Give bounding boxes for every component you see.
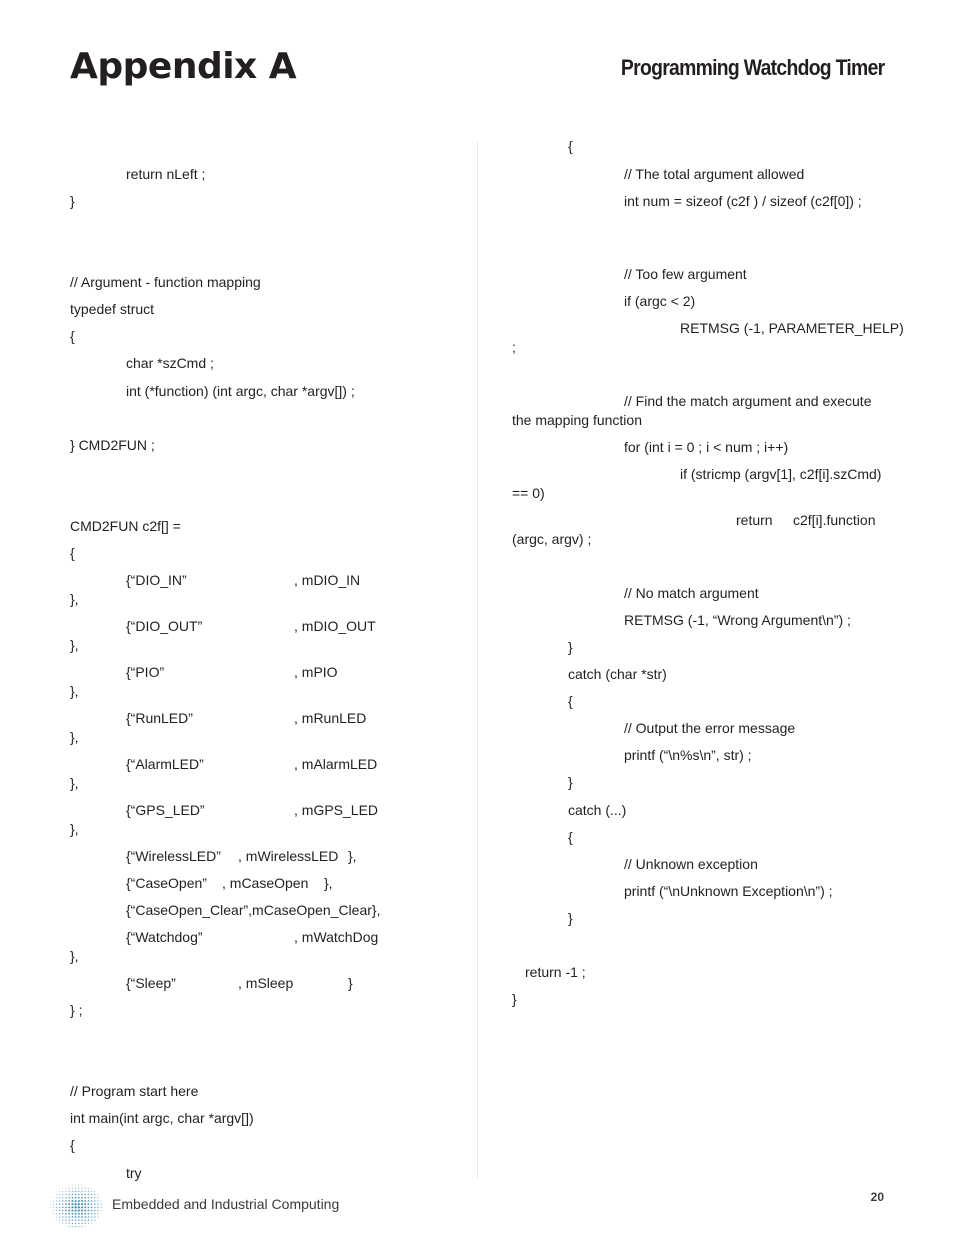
code-line: , mSleep	[238, 975, 294, 991]
code-line: return nLeft ;	[126, 166, 206, 182]
code-line: (argc, argv) ;	[512, 531, 592, 547]
code-line: {“Watchdog”	[126, 929, 203, 945]
code-line: try	[126, 1165, 142, 1181]
section-title: Programming Watchdog Timer	[620, 55, 884, 80]
code-line: },	[348, 848, 357, 864]
globe-dots-logo-icon	[48, 1183, 104, 1229]
code-line: int main(int argc, char *argv[])	[70, 1110, 254, 1126]
code-line: // Too few argument	[624, 266, 747, 282]
code-line: {	[568, 829, 573, 845]
code-line: {	[70, 545, 75, 561]
code-line: catch (...)	[568, 802, 627, 818]
code-line: return	[736, 512, 773, 528]
code-line: {	[70, 1137, 75, 1153]
code-line: , mDIO_OUT	[294, 618, 376, 634]
code-line: },	[70, 729, 79, 745]
code-line: }	[512, 991, 517, 1007]
code-line: {“GPS_LED”	[126, 802, 205, 818]
column-divider	[477, 142, 478, 1178]
code-line: }	[348, 975, 353, 991]
code-line: if (stricmp (argv[1], c2f[i].szCmd)	[680, 466, 882, 482]
code-line: }	[568, 639, 573, 655]
code-line: RETMSG (-1, “Wrong Argument\n”) ;	[624, 612, 851, 628]
code-line: , mGPS_LED	[294, 802, 379, 818]
code-line: }	[568, 910, 573, 926]
code-line: , mAlarmLED	[294, 756, 378, 772]
code-line: {“AlarmLED”	[126, 756, 204, 772]
code-line: , mWatchDog	[294, 929, 379, 945]
code-line: == 0)	[512, 485, 545, 501]
code-line: // The total argument allowed	[624, 166, 805, 182]
code-line: c2f[i].function	[793, 512, 876, 528]
code-line: int (*function) (int argc, char *argv[]) ;	[126, 383, 355, 399]
code-line: , mDIO_IN	[294, 572, 361, 588]
code-line: },	[70, 821, 79, 837]
code-line: // Unknown exception	[624, 856, 758, 872]
code-line: {“RunLED”	[126, 710, 193, 726]
code-line: } CMD2FUN ;	[70, 437, 155, 453]
code-line: },	[70, 637, 79, 653]
footer-brand-text: Embedded and Industrial Computing	[112, 1196, 340, 1212]
code-line: {“PIO”	[126, 664, 165, 680]
code-line: the mapping function	[512, 412, 642, 428]
code-line: },	[70, 591, 79, 607]
code-line: , mPIO	[294, 664, 338, 680]
code-line: },	[70, 683, 79, 699]
code-line: for (int i = 0 ; i < num ; i++)	[624, 439, 789, 455]
code-line: printf (“\nUnknown Exception\n”) ;	[624, 883, 833, 899]
code-line: printf (“\n%s\n”, str) ;	[624, 747, 752, 763]
code-line: catch (char *str)	[568, 666, 667, 682]
code-line: if (argc < 2)	[624, 293, 696, 309]
code-line: // Output the error message	[624, 720, 796, 736]
code-line: return -1 ;	[525, 964, 586, 980]
page-title: Appendix A	[70, 46, 297, 87]
code-line: }	[70, 193, 75, 209]
code-line: {“CaseOpen_Clear”,mCaseOpen_Clear},	[126, 902, 381, 918]
code-line: {“Sleep”	[126, 975, 176, 991]
code-line: },	[70, 775, 79, 791]
code-line: {“WirelessLED”	[126, 848, 221, 864]
code-line: // No match argument	[624, 585, 759, 601]
page-number: 20	[870, 1190, 884, 1204]
code-line: } ;	[70, 1002, 83, 1018]
code-line: {“DIO_IN”	[126, 572, 187, 588]
code-line: // Program start here	[70, 1083, 199, 1099]
code-line: {	[568, 138, 573, 154]
code-line: {“CaseOpen”	[126, 875, 207, 891]
code-line: },	[70, 948, 79, 964]
code-line: typedef struct	[70, 301, 155, 317]
code-line: {	[70, 328, 75, 344]
code-line: // Find the match argument and execute	[624, 393, 872, 409]
code-line: ;	[512, 339, 516, 355]
code-line: },	[324, 875, 333, 891]
code-line: , mWirelessLED	[238, 848, 339, 864]
code-line: {	[568, 693, 573, 709]
code-line: char *szCmd ;	[126, 355, 214, 371]
code-line: CMD2FUN c2f[] =	[70, 518, 181, 534]
code-line: RETMSG (-1, PARAMETER_HELP)	[680, 320, 904, 336]
code-line: {“DIO_OUT”	[126, 618, 203, 634]
code-line: , mRunLED	[294, 710, 367, 726]
code-line: int num = sizeof (c2f ) / sizeof (c2f[0]) ;	[624, 193, 862, 209]
code-line: }	[568, 774, 573, 790]
code-line: , mCaseOpen	[222, 875, 309, 891]
code-line: // Argument - function mapping	[70, 274, 261, 290]
